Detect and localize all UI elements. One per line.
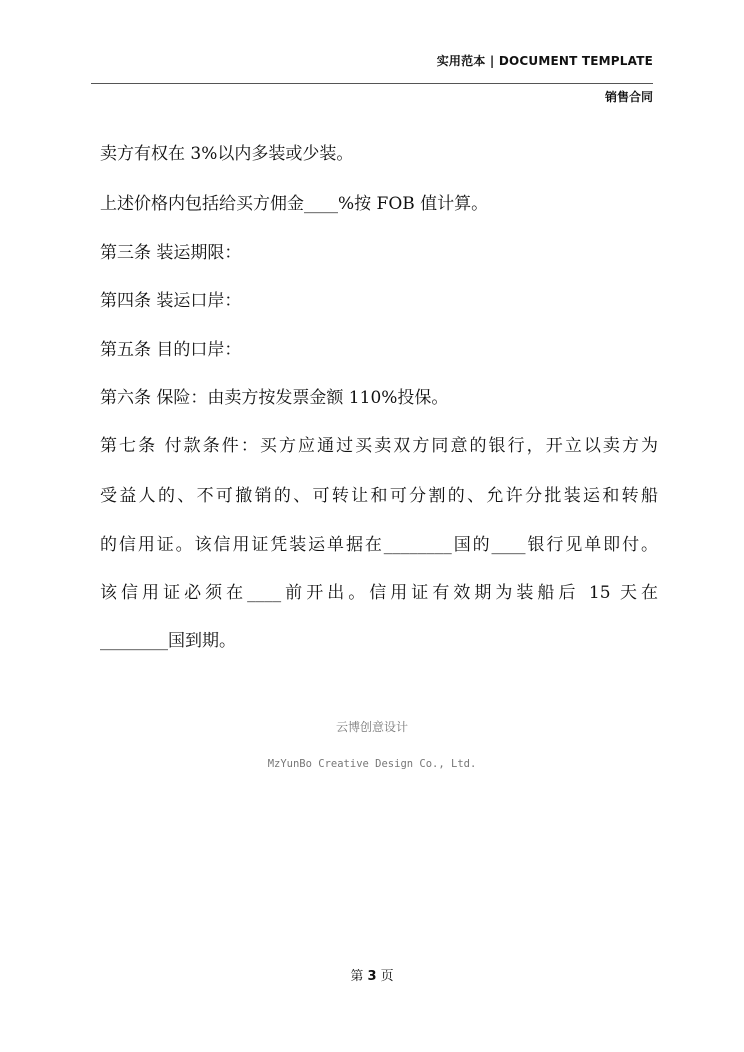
page-number bbox=[0, 965, 744, 984]
body-line-3: 第三条 装运期限： bbox=[100, 243, 242, 263]
footer-company-en: MzYunBo Creative Design Co., Ltd. bbox=[267, 758, 477, 770]
body-line-1: 卖方有权在 3%以内多装或少装。 bbox=[100, 144, 354, 164]
header-divider bbox=[91, 83, 653, 84]
body-line-11: ________国到期。 bbox=[100, 631, 236, 651]
body-line-9: 的信用证。该信用证凭装运单据在________国的____银行见单即付。 bbox=[100, 535, 658, 555]
body-line-2: 上述价格内包括给买方佣金____%按 FOB 值计算。 bbox=[100, 194, 489, 214]
header-title: 实用范本 | DOCUMENT TEMPLATE bbox=[436, 54, 653, 68]
page-prefix: 第 bbox=[350, 969, 364, 984]
body-line-6: 第六条 保险：由卖方按发票金额 110%投保。 bbox=[100, 388, 449, 408]
body-line-7: 第七条 付款条件：买方应通过买卖双方同意的银行，开立以卖方为 bbox=[100, 436, 658, 456]
page-number-value: 3 bbox=[367, 969, 377, 984]
header-subtitle: 销售合同 bbox=[604, 90, 653, 104]
body-line-4: 第四条 装运口岸： bbox=[100, 291, 242, 311]
body-line-5: 第五条 目的口岸： bbox=[100, 340, 242, 360]
body-line-8: 受益人的、不可撤销的、可转让和可分割的、允许分批装运和转船 bbox=[100, 486, 658, 506]
page-suffix: 页 bbox=[380, 969, 394, 984]
body-line-10: 该信用证必须在____前开出。信用证有效期为装船后 15 天在 bbox=[100, 583, 658, 603]
footer-company-cn: 云博创意设计 bbox=[335, 720, 408, 734]
